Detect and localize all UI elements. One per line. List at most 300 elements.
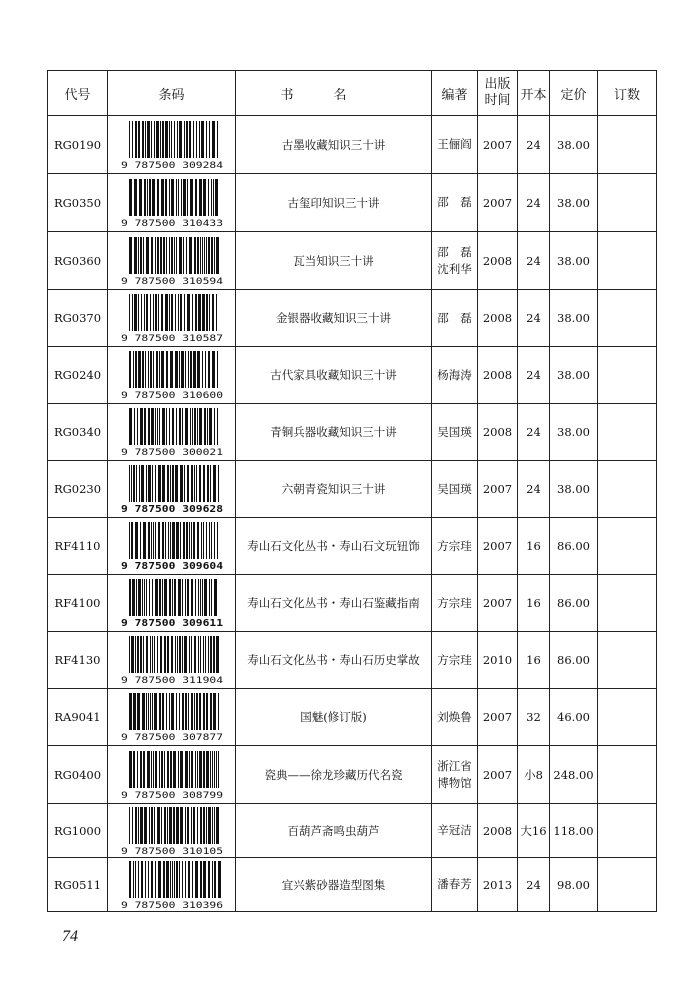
barcode-bar [216,807,219,844]
barcode-bar [134,237,137,274]
barcode-bar [194,693,195,730]
barcode-bar [153,751,154,788]
barcode-bar [166,408,167,445]
barcode-bar [133,861,134,898]
barcode-bar [186,121,188,158]
barcode-bar [146,237,149,274]
book-format: 32 [518,689,550,746]
barcode-bar [135,351,137,388]
barcode-bar [214,807,215,844]
barcode-bar [175,351,178,388]
barcode-bar [210,751,211,788]
barcode-bar [129,693,132,730]
barcode-bar [163,861,165,898]
barcode-bar [218,465,219,502]
barcode-number: 9 787500 310600 [120,391,223,400]
barcode-bar [133,693,136,730]
barcode-bar [200,237,201,274]
barcode-bar [176,861,178,898]
barcode-bar [206,693,208,730]
barcode-bar [141,861,143,898]
barcode-bar [157,237,159,274]
book-author [432,746,478,804]
barcode-bar [180,294,182,331]
header-code: 代号 [48,71,108,116]
barcode-bar [201,522,202,559]
book-author [432,116,478,174]
barcode-bar [153,522,154,559]
barcode-bar [146,294,148,331]
barcode-number: 9 787500 310433 [120,218,223,228]
barcode-bar [212,861,213,898]
barcode-bar [175,465,178,502]
author-line: 方宗珪 [437,538,472,553]
barcode-bar [191,693,193,730]
barcode-bar [185,408,188,445]
barcode-bar [138,579,141,616]
barcode-bar [150,294,151,331]
barcode-bar [203,179,206,216]
barcode-bar [199,465,201,502]
barcode-bar [162,121,164,158]
barcode-bar [203,807,205,844]
barcode-bar [198,579,199,616]
barcode-number: 9 787500 311904 [120,676,223,685]
book-code: RG1000 [48,804,108,858]
barcode-bar [189,751,190,788]
barcode-bar [197,408,198,445]
barcode-bar [203,693,205,730]
barcode-bar [208,237,210,274]
barcode-bar [143,751,145,788]
barcode-cell [108,404,236,461]
barcode-bar [191,751,193,788]
barcode-bar [146,465,147,502]
barcode-bar [202,351,203,388]
header-year-line2: 时间 [484,93,511,108]
order-quantity [598,174,657,232]
barcode-cell [108,518,236,575]
barcode-bar [196,465,197,502]
book-title: 瓦当知识三十讲 [236,232,432,290]
author-line: 辛冠洁 [437,823,472,837]
book-format: 大16 [518,804,550,858]
barcode-bar [170,465,171,502]
book-title: 寿山石文化丛书・寿山石历史掌故 [236,632,432,689]
barcode-image [119,293,225,343]
book-format: 24 [518,461,550,518]
barcode-bar [158,861,161,898]
barcode-bar [203,861,206,898]
barcode-bar [182,861,183,898]
barcode-bar [155,237,156,274]
book-author [432,632,478,689]
barcode-bar [153,294,154,331]
barcode-bar [206,294,208,331]
barcode-number: 9 787500 309628 [120,504,223,514]
barcode-bar [151,807,153,844]
barcode-bar [190,179,193,216]
barcode-bar [209,408,212,445]
barcode-bar [161,807,162,844]
barcode-bar [172,465,174,502]
barcode-bar [169,579,171,616]
barcode-number: 9 787500 309284 [120,160,223,170]
barcode-bar [147,121,150,158]
barcode-bar [208,807,211,844]
barcode-bar [172,861,173,898]
barcode-bar [172,408,174,445]
table-row [48,575,657,632]
barcode-bar [161,179,164,216]
barcode-bar [214,408,215,445]
barcode-bar [179,636,181,673]
barcode-bar [184,636,187,673]
barcode-image [119,464,225,514]
barcode-bar [148,861,149,898]
book-format: 16 [518,575,550,632]
barcode-bar [166,237,167,274]
barcode-bar [181,179,182,216]
barcode-bar [199,751,202,788]
barcode-bar [147,751,150,788]
barcode-bar [214,861,216,898]
barcode-bar [157,636,158,673]
barcode-bar [145,121,146,158]
barcode-bar [185,751,188,788]
barcode-bar [192,294,193,331]
barcode-bar [212,121,215,158]
table-row [48,116,657,174]
barcode-bar [194,237,196,274]
barcode-bar [167,807,168,844]
barcode-bar [184,294,185,331]
book-title: 古墨收藏知识三十讲 [236,116,432,174]
order-quantity [598,858,657,912]
barcode-image [119,236,225,286]
barcode-bar [151,751,152,788]
barcode-bar [176,408,177,445]
barcode-bar [187,179,188,216]
barcode-bar [159,693,161,730]
barcode-bar [216,237,219,274]
order-quantity [598,116,657,174]
barcode-cell [108,174,236,232]
barcode-bar [151,408,154,445]
barcode-bar [162,465,165,502]
book-title: 古玺印知识三十讲 [236,174,432,232]
author-line: 沈利华 [437,261,472,276]
barcode-bar [179,351,180,388]
publish-year: 2007 [478,461,518,518]
barcode-bar [151,522,152,559]
header-format: 开本 [518,71,550,116]
barcode-bar [145,351,146,388]
author-line: 吴国瑛 [437,424,472,439]
barcode-bar [194,465,195,502]
header-author: 编著 [432,71,478,116]
barcode-bar [148,465,151,502]
book-author [432,575,478,632]
barcode-bar [149,179,151,216]
barcode-bar [174,579,176,616]
barcode-bar [182,408,183,445]
table-header-row [48,71,657,116]
publish-year: 2007 [478,689,518,746]
barcode-number: 9 787500 310396 [120,900,223,910]
barcode-bar [200,579,201,616]
table-row [48,404,657,461]
barcode-bar [185,579,186,616]
publish-year: 2008 [478,804,518,858]
book-format: 24 [518,116,550,174]
barcode-bar [192,861,193,898]
barcode-cell [108,461,236,518]
barcode-bar [165,294,168,331]
barcode-bar [136,579,137,616]
barcode-bar [129,408,132,445]
barcode-bar [213,465,216,502]
barcode-bar [159,351,160,388]
barcode-cell [108,632,236,689]
barcode-bar [171,121,172,158]
author-line: 邵 磊 [437,195,472,209]
publish-year: 2007 [478,174,518,232]
barcode-image [119,521,225,571]
barcode-bar [145,861,146,898]
barcode-image [119,407,225,457]
barcode-bar [148,351,149,388]
book-title: 寿山石文化丛书・寿山石文玩钮饰 [236,518,432,575]
barcode-bar [132,294,133,331]
barcode-bar [187,465,189,502]
barcode-bar [167,751,169,788]
book-code: RG0230 [48,461,108,518]
barcode-bar [138,121,140,158]
book-format: 24 [518,290,550,347]
barcode-bar [166,693,167,730]
barcode-bar [174,121,175,158]
barcode-bar [158,294,159,331]
barcode-bar [206,121,207,158]
barcode-bar [197,751,198,788]
barcode-bar [212,751,213,788]
barcode-cell [108,347,236,404]
barcode-bar [161,294,163,331]
book-price: 38.00 [550,116,598,174]
barcode-bar [218,693,219,730]
barcode-bar [217,121,218,158]
barcode-bar [192,408,193,445]
barcode-bar [159,751,160,788]
barcode-bar [216,751,217,788]
barcode-bar [140,408,143,445]
book-price: 38.00 [550,174,598,232]
barcode-bar [144,408,146,445]
book-title: 金银器收藏知识三十讲 [236,290,432,347]
publish-year: 2007 [478,746,518,804]
barcode-bar [188,693,189,730]
book-author [432,689,478,746]
barcode-bar [166,861,169,898]
barcode-bar [152,636,153,673]
table-row [48,746,657,804]
book-code: RG0340 [48,404,108,461]
barcode-bar [199,179,202,216]
barcode-bar [203,465,205,502]
barcode-bar [155,465,156,502]
author-line: 浙江省 [437,758,472,773]
book-title: 六朝青瓷知识三十讲 [236,461,432,518]
barcode-bar [132,579,135,616]
table-row [48,858,657,912]
barcode-bar [143,522,146,559]
barcode-bar [142,121,144,158]
barcode-bar [187,294,190,331]
barcode-bar [206,751,209,788]
barcode-bar [206,807,207,844]
book-title: 国魅(修订版) [236,689,432,746]
barcode-bar [202,294,205,331]
barcode-bar [182,636,183,673]
barcode-bar [210,465,211,502]
author-line: 博物馆 [437,775,472,790]
barcode-bar [149,807,150,844]
barcode-bar [217,408,218,445]
table-row [48,804,657,858]
header-title: 书名 [236,71,432,116]
barcode-bar [160,237,162,274]
barcode-bar [133,351,134,388]
book-title: 百葫芦斋鸣虫葫芦 [236,804,432,858]
barcode-bar [129,751,132,788]
barcode-bar [169,693,170,730]
publish-year: 2007 [478,575,518,632]
barcode-bar [179,693,180,730]
barcode-bar [197,522,199,559]
barcode-bar [138,807,139,844]
book-title: 瓷典——徐龙珍藏历代名瓷 [236,746,432,804]
book-price: 38.00 [550,461,598,518]
barcode-bar [133,751,135,788]
barcode-bar [211,237,213,274]
barcode-bar [183,237,184,274]
barcode-bar [202,237,203,274]
barcode-bar [205,636,206,673]
barcode-bar [175,294,176,331]
barcode-bar [138,237,139,274]
barcode-bar [209,121,210,158]
barcode-bar [211,179,212,216]
barcode-bar [200,636,201,673]
barcode-number: 9 787500 307877 [120,733,223,742]
order-quantity [598,461,657,518]
barcode-bar [189,121,191,158]
header-year-line1: 出版 [484,77,511,92]
barcode-bar [135,861,136,898]
author-line: 刘焕鲁 [437,709,472,724]
book-code: RG0370 [48,290,108,347]
barcode-bar [152,693,153,730]
barcode-bar [203,751,205,788]
book-code: RA9041 [48,689,108,746]
barcode-bar [172,579,173,616]
barcode-bar [199,408,202,445]
barcode-bar [162,693,164,730]
barcode-bar [158,465,161,502]
barcode-bar [185,861,186,898]
barcode-number: 9 787500 310587 [120,334,223,343]
barcode-bar [212,351,215,388]
barcode-bar [211,522,212,559]
barcode-bar [180,751,183,788]
barcode-bar [204,237,205,274]
barcode-bar [191,579,193,616]
barcode-bar [179,861,180,898]
barcode-bar [195,751,196,788]
barcode-bar [132,121,133,158]
barcode-bar [190,408,191,445]
barcode-bar [177,636,178,673]
book-price: 86.00 [550,632,598,689]
barcode-bar [142,351,144,388]
barcode-bar [176,807,179,844]
table-row [48,232,657,290]
barcode-bar [218,861,221,898]
barcode-bar [172,522,175,559]
barcode-bar [161,351,164,388]
barcode-bar [164,579,167,616]
book-code: RG0350 [48,174,108,232]
header-barcode: 条码 [108,71,236,116]
author-line: 邵 磊 [437,310,472,325]
barcode-bar [205,351,206,388]
barcode-bar [204,408,206,445]
author-line: 王俪阎 [437,137,472,151]
barcode-bar [156,351,158,388]
barcode-bar [163,237,165,274]
barcode-bar [138,294,139,331]
barcode-image [119,178,225,228]
book-code: RF4110 [48,518,108,575]
barcode-bar [214,751,215,788]
barcode-bar [203,522,204,559]
barcode-bar [135,522,138,559]
barcode-bar [212,807,213,844]
barcode-bar [191,636,192,673]
book-code: RF4100 [48,575,108,632]
table-row [48,518,657,575]
barcode-bar [185,807,186,844]
publish-year: 2010 [478,632,518,689]
barcode-bar [179,121,182,158]
barcode-bar [154,807,155,844]
barcode-number: 9 787500 309611 [120,618,223,628]
barcode-bar [217,522,218,559]
publish-year: 2007 [478,518,518,575]
barcode-bar [139,179,142,216]
barcode-bar [187,579,189,616]
barcode-bar [188,351,189,388]
barcode-bar [175,636,176,673]
table-row [48,347,657,404]
header-price: 定价 [550,71,598,116]
table-row [48,689,657,746]
barcode-bar [129,522,130,559]
barcode-bar [180,465,183,502]
barcode-bar [156,121,159,158]
barcode-bar [135,636,136,673]
